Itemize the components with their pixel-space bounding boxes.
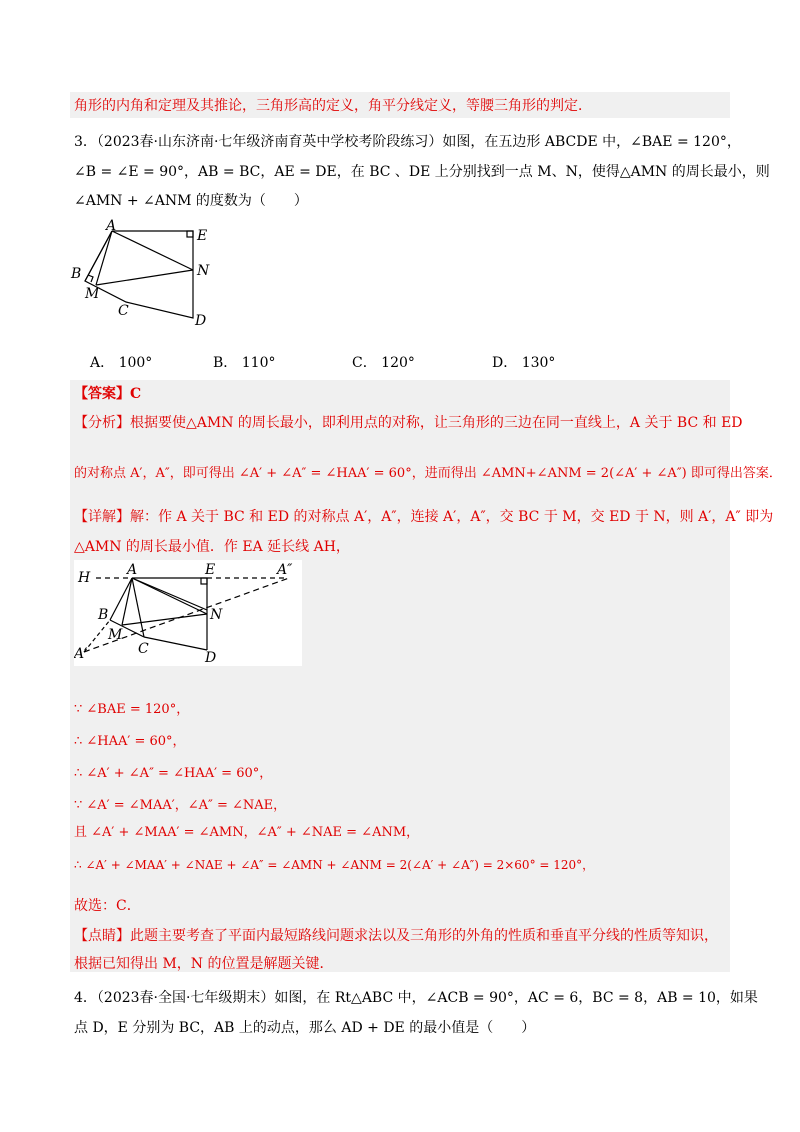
analysis-line1: 【分析】根据要使△AMN 的周长最小，即利用点的对称，让三角形的三边在同一直线上，A 关于 BC 和 ED xyxy=(74,415,743,431)
fig2-label: A′ xyxy=(74,646,88,662)
fig2-label: M xyxy=(108,627,123,643)
step-line: ∴ ∠A′ + ∠MAA′ + ∠NAE + ∠A″ = ∠AMN + ∠ANM = 2(∠A′ + ∠A″) = 2×60° = 120°， xyxy=(74,858,595,872)
fig1-label: E xyxy=(197,228,208,244)
fig1-label: N xyxy=(197,263,210,279)
detail-line1: 【详解】解：作 A 关于 BC 和 ED 的对称点 A′，A″，连接 A′，A″，交 BC 于 M，交 ED 于 N，则 A′，A″ 即为 xyxy=(74,509,774,525)
q3-line3: ∠AMN + ∠ANM 的度数为（ ） xyxy=(74,193,308,209)
fig2-label: E xyxy=(205,562,216,578)
analysis-line2: 的对称点 A′，A″，即可得出 ∠A′ + ∠A″ = ∠HAA′ = 60°，进而得出 ∠AMN+∠ANM = 2(∠A′ + ∠A″) 即可得出答案． xyxy=(74,466,782,481)
fig2-label: C xyxy=(138,641,149,657)
step-line: ∴ ∠A′ + ∠A″ = ∠HAA′ = 60°， xyxy=(74,766,273,781)
step-line: ∴ ∠HAA′ = 60°， xyxy=(74,734,186,749)
conclusion-line: 故选：C． xyxy=(74,898,141,914)
symmetry-figure xyxy=(74,560,302,666)
fig1-label: A xyxy=(106,218,117,234)
q4-line1: 4．（2023春·全国·七年级期末）如图，在 Rt△ABC 中，∠ACB = 90°，AC = 6，BC = 8，AB = 10，如果 xyxy=(74,990,758,1006)
option-c: C． 120° xyxy=(352,355,415,371)
fig2-label: H xyxy=(78,570,91,586)
option-d: D． 130° xyxy=(492,355,556,371)
q4-line2: 点 D，E 分别为 BC，AB 上的动点，那么 AD + DE 的最小值是（ ） xyxy=(74,1020,536,1036)
fig1-label: M xyxy=(85,286,100,302)
option-a: A． 100° xyxy=(90,355,153,371)
fig1-label: D xyxy=(195,313,207,329)
step-line: ∵ ∠A′ = ∠MAA′，∠A″ = ∠NAE， xyxy=(74,798,287,813)
fig2-label: A″ xyxy=(277,562,293,578)
step-line: 且 ∠A′ + ∠MAA′ = ∠AMN，∠A″ + ∠NAE = ∠ANM， xyxy=(74,825,420,840)
fig2-label: D xyxy=(205,650,217,666)
fig2-label: N xyxy=(210,607,223,623)
comment-line2: 根据已知得出 M，N 的位置是解题关键． xyxy=(74,956,334,972)
q3-line2: ∠B = ∠E = 90°，AB = BC，AE = DE，在 BC 、DE 上分别找到一点 M、N，使得△AMN 的周长最小，则 xyxy=(74,164,770,180)
answer-line: 【答案】C xyxy=(74,386,142,402)
fig2-label: A xyxy=(127,562,138,578)
step-line: ∵ ∠BAE = 120°， xyxy=(74,702,190,717)
detail-line2: △AMN 的周长最小值．作 EA 延长线 AH， xyxy=(74,539,350,555)
q3-line1: 3．（2023春·山东济南·七年级济南育英中学校考阶段练习）如图，在五边形 ABCDE 中，∠BAE = 120°， xyxy=(74,134,741,150)
fig1-label: B xyxy=(71,266,82,282)
comment-line1: 【点睛】此题主要考查了平面内最短路线问题求法以及三角形的外角的性质和垂直平分线的性质等知识， xyxy=(74,928,718,944)
top-line: 角形的内角和定理及其推论，三角形高的定义，角平分线定义，等腰三角形的判定． xyxy=(74,98,592,114)
fig2-label: B xyxy=(98,607,109,623)
fig1-label: C xyxy=(118,303,129,319)
pentagon-figure xyxy=(68,218,228,333)
option-b: B． 110° xyxy=(213,355,276,371)
